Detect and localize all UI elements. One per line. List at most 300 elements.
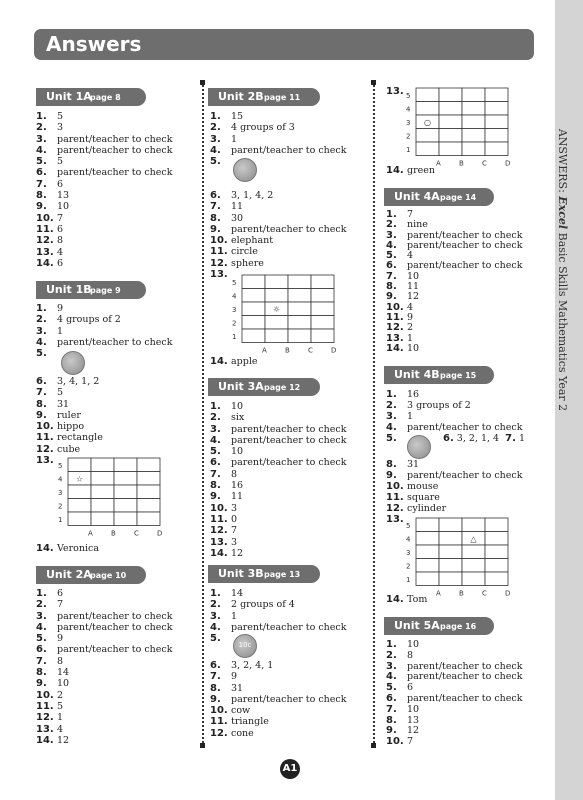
- grid-cell: [288, 329, 311, 343]
- unit-3b-header: Unit 3B page 13: [208, 565, 320, 583]
- answer-number: 3.: [36, 325, 47, 337]
- grid-row-label: 5: [58, 461, 63, 470]
- answer-row: [210, 246, 346, 257]
- grid-cell: [114, 458, 137, 472]
- answer-number: 12.: [210, 727, 228, 739]
- answer-number: 10.: [36, 421, 54, 433]
- answers-3b-b: [210, 660, 346, 739]
- grid-cell: [114, 472, 137, 486]
- answer-value: 10: [231, 401, 244, 412]
- answers-2b-b: [210, 190, 346, 280]
- answer-number: 3.: [386, 411, 397, 422]
- grid-cell: [91, 485, 114, 499]
- answer-row: [210, 611, 346, 622]
- answer-row: [210, 491, 346, 502]
- answer-value: parent/teacher to check: [57, 610, 173, 622]
- answer-row: [210, 224, 346, 235]
- answer-number: 1.: [386, 639, 397, 650]
- unit-3a-header: Unit 3A page 12: [208, 378, 320, 396]
- answers-2a: [36, 588, 172, 746]
- grid-row-label: 3: [58, 488, 63, 497]
- grid-cell: [137, 458, 160, 472]
- grid-cell: [416, 572, 439, 586]
- answer-value: 31: [407, 459, 420, 470]
- answer-value: 5: [57, 111, 64, 122]
- answer-number: 1.: [210, 588, 221, 599]
- answer-row: [386, 503, 522, 514]
- answer-value: parent/teacher to check: [407, 660, 523, 672]
- answer-row: [36, 213, 172, 224]
- answer-value: 30: [231, 212, 244, 224]
- grid-cell: [242, 302, 265, 316]
- answer-value: 8: [57, 655, 64, 667]
- grid-cell: [439, 142, 462, 156]
- answer-number: 11.: [386, 492, 404, 503]
- answer-value: 3: [231, 502, 238, 514]
- answer-value: 4: [57, 246, 64, 258]
- answer-number: 9.: [386, 470, 397, 481]
- answer-value: 5: [57, 156, 64, 168]
- grid-row-label: 1: [406, 575, 411, 584]
- answer-number: 4.: [36, 144, 47, 156]
- grid-cell: [485, 129, 508, 143]
- grid-top: [402, 86, 514, 170]
- coin-icon: [407, 435, 431, 459]
- answer-number: 5.: [210, 633, 221, 645]
- answer-number: 5.: [386, 682, 397, 694]
- grid-cell: [137, 485, 160, 499]
- answer-number: 7.: [36, 387, 47, 399]
- answer-value: 10: [407, 342, 420, 354]
- answer-row: [36, 712, 172, 723]
- answers-2b-a: [210, 111, 346, 167]
- answer-row: [210, 694, 346, 705]
- answer-number: 3.: [210, 423, 221, 435]
- answer-number: 4.: [210, 144, 221, 156]
- answer-number: 12.: [36, 712, 54, 724]
- answer-number: 3.: [210, 610, 221, 622]
- grid-cell: [265, 275, 288, 289]
- answer-row: [210, 401, 346, 412]
- answer-number: 2.: [210, 412, 221, 424]
- answer-value: 12: [407, 725, 420, 737]
- answer-row: [210, 122, 346, 133]
- grid-cell: [68, 458, 91, 472]
- answer-row: [36, 258, 172, 269]
- answer-value: parent/teacher to check: [407, 422, 523, 433]
- answer-number: 8.: [210, 480, 221, 492]
- answer-row: [386, 492, 522, 503]
- grid-cell: [462, 129, 485, 143]
- answers-4a: [386, 210, 522, 354]
- answers-1b-b: [36, 376, 103, 466]
- answer-value: 5: [57, 700, 64, 712]
- grid-cell: [242, 316, 265, 330]
- grid-cell: [439, 129, 462, 143]
- answer-value: parent/teacher to check: [407, 470, 523, 481]
- answer-number: 8.: [386, 714, 397, 726]
- answer-number: 13.: [210, 269, 228, 281]
- grid-row-label: 3: [406, 548, 411, 557]
- answer-number: 14.: [36, 734, 54, 746]
- answer-value: circle: [231, 246, 258, 258]
- answer-number: 14.: [36, 257, 54, 269]
- answer-value: 15: [231, 111, 244, 122]
- answer-number: 8.: [36, 398, 47, 410]
- grid-cell: [311, 329, 334, 343]
- answers-2b-c: [210, 356, 258, 367]
- answer-value: Veronica: [57, 543, 100, 554]
- answer-number: 7.: [36, 655, 47, 667]
- grid-cell: [485, 545, 508, 559]
- grid-cell: [311, 302, 334, 316]
- answer-number: 3.: [386, 229, 397, 241]
- grid-cell: [91, 512, 114, 526]
- answer-row: [210, 525, 346, 536]
- answer-row: [210, 235, 346, 246]
- answer-number: 9.: [386, 725, 397, 737]
- answer-number: 6.: [210, 660, 221, 671]
- answer-row: [386, 481, 522, 492]
- grid-row-label: 4: [406, 105, 411, 114]
- answer-row: [36, 387, 103, 398]
- answer-value: 12: [407, 291, 420, 303]
- answer-number: 7.: [210, 201, 221, 213]
- grid-cell: [439, 102, 462, 116]
- grid-col-label: C: [134, 529, 139, 538]
- answer-value: green: [407, 165, 435, 176]
- grid-row-label: 5: [232, 278, 237, 287]
- answer-row: [386, 470, 522, 481]
- grid-row-label: 4: [406, 535, 411, 544]
- answer-row: [210, 424, 346, 435]
- answer-value: 1: [407, 332, 414, 344]
- grid-col-label: C: [482, 159, 487, 168]
- answer-value: cube: [57, 443, 81, 455]
- answers-1a: [36, 111, 172, 269]
- answer-value: 16: [231, 480, 244, 492]
- answer-value: parent/teacher to check: [57, 621, 173, 633]
- answer-value: 14: [57, 667, 70, 679]
- answer-number: 4.: [36, 336, 47, 348]
- answer-row: [210, 671, 346, 682]
- answer-value: 12: [231, 547, 244, 559]
- grid-4b: [402, 516, 514, 600]
- answer-value: parent/teacher to check: [407, 229, 523, 241]
- column-divider: [373, 85, 375, 743]
- answer-row: [36, 599, 172, 610]
- grid-cell: [114, 512, 137, 526]
- grid-cell: [311, 316, 334, 330]
- answer-value: hippo: [57, 421, 85, 433]
- grid-cell: [416, 545, 439, 559]
- answer-row: [36, 376, 103, 387]
- grid-marker: ○: [424, 117, 431, 127]
- answer-number: 12.: [210, 525, 228, 537]
- answers-3b-a: [210, 588, 346, 644]
- answer-row: [210, 469, 346, 480]
- answer-value: 6: [57, 588, 64, 599]
- grid-row-label: 4: [58, 475, 63, 484]
- answer-row: [36, 337, 172, 348]
- grid-cell: [462, 142, 485, 156]
- answer-number: 9.: [36, 678, 47, 690]
- answer-value: 10: [231, 446, 244, 458]
- answer-row: [210, 356, 258, 367]
- grid-col-label: A: [88, 529, 93, 538]
- answer-number: 6.: [210, 457, 221, 469]
- grid-cell: [485, 559, 508, 573]
- answer-value: apple: [231, 356, 258, 367]
- answer-number: 12.: [386, 503, 404, 514]
- answer-value: 7: [407, 209, 414, 220]
- answer-number: 11.: [210, 246, 228, 258]
- answer-value: 6: [57, 178, 64, 190]
- grid-cell: [462, 88, 485, 102]
- answer-row: [210, 588, 346, 599]
- answer-number: 9.: [36, 409, 47, 421]
- grid-marker: ☼: [272, 304, 281, 314]
- answer-value: 11: [407, 281, 420, 293]
- answer-row: [210, 111, 346, 122]
- grid-row-label: 3: [232, 305, 237, 314]
- grid-col-label: D: [331, 346, 337, 355]
- grid-cell: [311, 289, 334, 303]
- answer-value: parent/teacher to check: [407, 239, 523, 251]
- grid-cell: [439, 559, 462, 573]
- answer-value: 9: [57, 633, 64, 645]
- answer-number: 2.: [386, 219, 397, 231]
- answer-value: 10: [407, 639, 420, 650]
- grid-cell: [137, 499, 160, 513]
- answer-value: 1: [57, 325, 64, 337]
- side-title: ANSWERS: Excel Basic Skills Mathematics Year 2: [556, 128, 569, 412]
- answer-row: [386, 422, 522, 433]
- answer-row: [36, 190, 172, 201]
- answer-row: [210, 435, 346, 446]
- grid-col-label: C: [308, 346, 313, 355]
- page-number: A1: [280, 759, 300, 779]
- answer-number: 12.: [36, 235, 54, 247]
- answer-row: [210, 134, 346, 145]
- answer-row: [36, 399, 103, 410]
- answer-number: 4.: [210, 434, 221, 446]
- answer-value: 6: [57, 257, 64, 269]
- answer-row: [386, 737, 522, 748]
- grid-cell: [462, 115, 485, 129]
- answer-number: 14.: [210, 547, 228, 559]
- answer-value: Tom: [407, 594, 428, 605]
- answer-value: parent/teacher to check: [231, 621, 347, 633]
- grid-row-label: 2: [232, 319, 237, 328]
- answer-number: 4.: [386, 671, 397, 683]
- answer-number: 5.: [36, 156, 47, 168]
- answer-row: [36, 735, 172, 746]
- answer-row: [386, 389, 522, 400]
- answer-value: mouse: [407, 481, 439, 492]
- answer-value: 1: [57, 712, 64, 724]
- answer-value: 8: [407, 649, 414, 661]
- answer-row: [210, 548, 346, 559]
- answer-value: 13: [57, 190, 70, 202]
- answer-number: 8.: [386, 459, 397, 470]
- grid-cell: [416, 129, 439, 143]
- answer-row: [36, 224, 172, 235]
- unit-2b-header: Unit 2B page 11: [208, 88, 320, 106]
- answer-value: sphere: [231, 257, 264, 269]
- answer-row: [36, 156, 172, 167]
- answer-number: 3.: [36, 133, 47, 145]
- answer-value: 3, 4, 1, 2: [57, 376, 100, 387]
- answer-number: 13.: [36, 455, 54, 467]
- answer-number: 10.: [210, 502, 228, 514]
- answer-row: [36, 247, 172, 258]
- grid-col-label: A: [436, 159, 441, 168]
- grid-marker: ☆: [75, 474, 84, 484]
- answer-value: 0: [231, 513, 238, 525]
- answer-value: cone: [231, 727, 254, 739]
- answer-number: 5.: [36, 633, 47, 645]
- answer-number: 2.: [210, 599, 221, 611]
- answer-row: [36, 235, 172, 246]
- grid-col-label: D: [157, 529, 163, 538]
- answer-row: [210, 156, 346, 167]
- coin-icon: [233, 158, 257, 182]
- answer-number: 2.: [36, 122, 47, 134]
- grid-cell: [439, 88, 462, 102]
- answer-row: [210, 514, 346, 525]
- answer-number: 1.: [386, 389, 397, 400]
- grid-cell: [114, 499, 137, 513]
- answer-value: 3 groups of 2: [407, 400, 471, 411]
- answer-number: 2.: [386, 649, 397, 661]
- answer-number: 1.: [210, 401, 221, 412]
- grid-cell: [91, 458, 114, 472]
- answer-row: [210, 503, 346, 514]
- answer-value: parent/teacher to check: [231, 423, 347, 435]
- answer-number: 10.: [36, 689, 54, 701]
- answer-value: 14: [231, 588, 244, 599]
- answer-row: [36, 622, 172, 633]
- grid-cell: [68, 499, 91, 513]
- answer-number: 7.: [210, 468, 221, 480]
- answer-value: parent/teacher to check: [231, 693, 347, 705]
- answer-value: parent/teacher to check: [407, 692, 523, 704]
- answer-number: 13.: [386, 332, 404, 344]
- answer-number: 10.: [210, 235, 228, 247]
- answer-value: 8: [57, 235, 64, 247]
- grid-cell: [288, 316, 311, 330]
- answer-value: 4: [407, 250, 414, 262]
- answer-row: [210, 728, 346, 739]
- answer-row: [210, 599, 346, 610]
- answers-1b-c: [36, 543, 99, 554]
- answer-number: 5.: [386, 250, 397, 262]
- answer-row: [210, 412, 346, 423]
- answer-row: [210, 145, 346, 156]
- answer-number: 13.: [36, 723, 54, 735]
- answer-row: [36, 410, 103, 421]
- answer-value: cylinder: [407, 503, 447, 514]
- answer-value: 7: [57, 212, 64, 224]
- answers-3a: [210, 401, 346, 559]
- answer-number: 14.: [210, 356, 228, 367]
- answer-row: [386, 459, 522, 470]
- grid-cell: [485, 532, 508, 546]
- grid-row-label: 3: [406, 118, 411, 127]
- grid-cell: [288, 289, 311, 303]
- answer-row: [36, 314, 172, 325]
- answer-number: 5.: [210, 446, 221, 458]
- answer-number: 13.: [386, 514, 404, 525]
- answer-number: 7.: [386, 270, 397, 282]
- answer-row: [36, 122, 172, 133]
- answer-row: [210, 537, 346, 548]
- grid-cell: [91, 499, 114, 513]
- answer-value: 12: [57, 734, 70, 746]
- grid-cell: [416, 518, 439, 532]
- answer-row: [36, 348, 172, 359]
- answer-row: [36, 690, 172, 701]
- answer-number: 1.: [36, 588, 47, 599]
- answer-row: [36, 145, 172, 156]
- answer-value: 1: [231, 610, 238, 622]
- answer-row: [210, 457, 346, 468]
- answer-value: 10: [57, 678, 70, 690]
- answer-value: 7: [231, 525, 238, 537]
- grid-cell: [137, 472, 160, 486]
- answer-number: 3.: [36, 610, 47, 622]
- answer-number: 14.: [36, 543, 54, 554]
- answer-value: parent/teacher to check: [231, 223, 347, 235]
- grid-cell: [485, 572, 508, 586]
- answer-row: [386, 344, 522, 354]
- answer-row: [36, 644, 172, 655]
- answer-number: 2.: [210, 122, 221, 134]
- answer-value: 2: [57, 689, 64, 701]
- coin-icon: 10c: [233, 634, 257, 658]
- answers-5a: [386, 640, 522, 748]
- answer-row: [210, 622, 346, 633]
- answer-number: 11.: [36, 223, 54, 235]
- answer-value: 1: [407, 411, 414, 422]
- answer-row: [36, 633, 172, 644]
- answer-number: 4.: [36, 621, 47, 633]
- answer-number: 2.: [36, 599, 47, 611]
- answer-row: [386, 411, 522, 422]
- answer-value: 16: [407, 389, 420, 400]
- answer-number: 10.: [210, 705, 228, 717]
- answer-row: [210, 258, 346, 269]
- answer-value: 2 groups of 4: [231, 599, 295, 611]
- answer-number: 13.: [36, 246, 54, 258]
- answer-number: 9.: [386, 291, 397, 303]
- grid-cell: [485, 102, 508, 116]
- answer-row: [36, 421, 103, 432]
- answer-number: 6.: [210, 190, 221, 201]
- grid-col-label: A: [436, 589, 441, 598]
- answer-row: [36, 588, 172, 599]
- answer-number: 2.: [36, 314, 47, 326]
- answer-row: [210, 201, 346, 212]
- grid-cell: [439, 545, 462, 559]
- grid-row-label: 2: [406, 132, 411, 141]
- answer-number: 5.: [36, 348, 47, 360]
- answer-number: 8.: [386, 281, 397, 293]
- grid-cell: [439, 572, 462, 586]
- answer-number: 4.: [210, 621, 221, 633]
- answer-value: 10: [57, 201, 70, 213]
